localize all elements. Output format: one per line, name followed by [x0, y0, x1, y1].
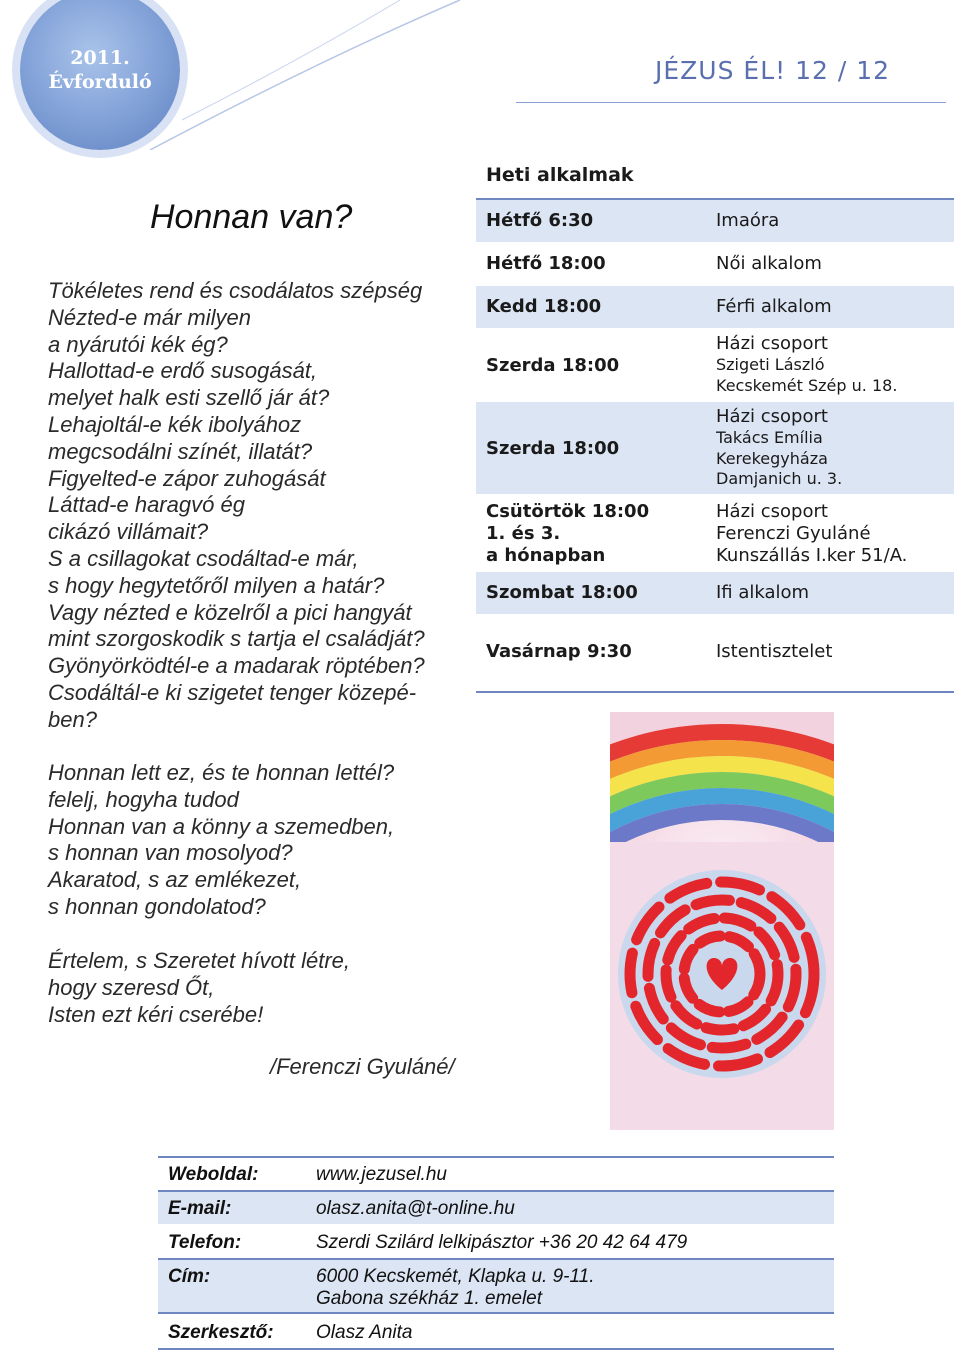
- contact-row: [158, 1190, 834, 1224]
- badge-label: Évforduló: [48, 71, 152, 93]
- schedule-row: [476, 329, 954, 402]
- contact-value: Olasz Anita: [316, 1322, 413, 1343]
- poem-line: Honnan lett ez, és te honnan lettél?: [48, 760, 395, 785]
- schedule-row: [476, 198, 954, 243]
- contact-row: [158, 1258, 834, 1312]
- address-line: Gabona székház 1. emelet: [316, 1288, 543, 1309]
- schedule-day: Szerda 18:00: [486, 438, 620, 459]
- schedule-info-line: Ferenczi Gyuláné: [716, 523, 871, 544]
- schedule-info: [716, 333, 897, 396]
- schedule-heading: Heti alkalmak: [486, 164, 634, 186]
- header-rule: [516, 102, 946, 103]
- poem-line: felelj, hogyha tudod: [48, 786, 239, 812]
- rainbow-heart-image: [610, 712, 834, 1130]
- poem-line: Hallottad-e erdő susogását,: [48, 358, 318, 384]
- poem-stanza-1: [48, 278, 425, 734]
- poem-line: hogy szeresd Őt,: [48, 974, 215, 1000]
- schedule-info-line: Kunszállás I.ker 51/A.: [716, 545, 908, 566]
- schedule-row: [476, 286, 954, 329]
- contact-row: [158, 1224, 834, 1258]
- schedule-day-line: Csütörtök 18:00: [486, 501, 650, 522]
- schedule-row: [476, 495, 954, 572]
- poem-line: a nyárutói kék ég?: [48, 331, 228, 357]
- contact-label: Szerkesztő:: [168, 1322, 274, 1343]
- schedule-day: [486, 501, 649, 567]
- poem-line: Honnan van a könny a szemedben,: [48, 813, 395, 839]
- schedule-row: [476, 243, 954, 286]
- contact-row: [158, 1156, 834, 1190]
- schedule-info: Imaóra: [716, 210, 780, 231]
- schedule-info-line: Szigeti László: [716, 355, 825, 374]
- schedule-info-line: Takács Emília: [716, 428, 823, 447]
- contact-label: Cím:: [168, 1266, 211, 1287]
- poem-line: Lehajoltál-e kék ibolyához: [48, 411, 302, 437]
- schedule-row: [476, 615, 954, 693]
- poem-line: S a csillagokat csodáltad-e már,: [48, 545, 359, 571]
- email-link[interactable]: olasz.anita@t-online.hu: [316, 1198, 515, 1219]
- address-line: 6000 Kecskemét, Klapka u. 9-11.: [316, 1266, 595, 1287]
- schedule-info: [716, 406, 842, 490]
- schedule-info-line: Damjanich u. 3.: [716, 469, 843, 488]
- schedule-day: Vasárnap 9:30: [486, 641, 632, 662]
- poem-line: Láttad-e haragvó ég: [48, 492, 245, 518]
- schedule-info: Férfi alkalom: [716, 296, 832, 317]
- poem-author: /Ferenczi Gyuláné/: [270, 1054, 455, 1079]
- schedule-info: Ifi alkalom: [716, 582, 810, 603]
- website-link[interactable]: www.jezusel.hu: [316, 1164, 447, 1185]
- schedule-info-line: Kecskemét Szép u. 18.: [716, 375, 898, 395]
- header-title: JÉZUS ÉL! 12 / 12: [655, 56, 891, 85]
- poem-line: s hogy hegytetőről milyen a határ?: [48, 572, 385, 598]
- badge-year: 2011.: [70, 47, 130, 69]
- schedule-day-line: a hónapban: [486, 545, 606, 566]
- schedule-day: Kedd 18:00: [486, 296, 602, 317]
- poem-line: Értelem, s Szeretet hívott létre,: [48, 948, 351, 973]
- contact-value: [316, 1266, 594, 1310]
- schedule-info-line: Kerekegyháza: [716, 448, 828, 468]
- contact-label: Telefon:: [168, 1232, 242, 1253]
- poem-title: Honnan van?: [150, 198, 353, 236]
- schedule-day: Szerda 18:00: [486, 355, 620, 376]
- schedule-info: Női alkalom: [716, 253, 822, 274]
- schedule-info: Istentisztelet: [716, 641, 833, 662]
- poem-line: melyet halk esti szellő jár át?: [48, 385, 330, 411]
- header-decoration: [0, 0, 470, 150]
- schedule-info-line: Házi csoport: [716, 501, 828, 522]
- poem-line: s honnan gondolatod?: [48, 893, 266, 919]
- poem-line: cikázó villámait?: [48, 519, 209, 545]
- schedule-info-line: Házi csoport: [716, 406, 828, 427]
- poem-line: Tökéletes rend és csodálatos szépség: [48, 278, 423, 303]
- poem-line: Gyönyörködtél-e a madarak röptében?: [48, 653, 425, 679]
- contact-table: [158, 1156, 834, 1350]
- poem-line: megcsodálni színét, illatát?: [48, 438, 313, 464]
- poem-line: Csodáltál-e ki szigetet tenger közepé-: [48, 679, 417, 705]
- schedule-table: [476, 198, 954, 693]
- contact-label: Weboldal:: [168, 1164, 259, 1185]
- poem-line: mint szorgoskodik s tartja el családját?: [48, 626, 425, 652]
- schedule-day-line: 1. és 3.: [486, 523, 561, 544]
- poem-stanza-2: [48, 760, 394, 921]
- poem-line: Vagy nézted e közelről a pici hangyát: [48, 599, 412, 625]
- schedule-row: [476, 402, 954, 495]
- rainbow-heart-swirl-image: [610, 712, 834, 1130]
- poem-line: ben?: [48, 706, 97, 732]
- schedule-info: [716, 501, 907, 567]
- poem-line: Figyelted-e zápor zuhogását: [48, 465, 326, 491]
- schedule-row: [476, 572, 954, 615]
- contact-row: [158, 1312, 834, 1350]
- poem-line: Akaratod, s az emlékezet,: [48, 867, 302, 893]
- poem-stanza-3: [48, 948, 350, 1028]
- schedule-day: Szombat 18:00: [486, 582, 638, 603]
- poem-line: s honnan van mosolyod?: [48, 840, 293, 866]
- schedule-day: Hétfő 6:30: [486, 210, 594, 231]
- poem-line: Isten ezt kéri cserébe!: [48, 1001, 264, 1027]
- anniversary-badge-text: [20, 46, 180, 94]
- schedule-info-line: Házi csoport: [716, 333, 828, 354]
- contact-value: Szerdi Szilárd lelkipásztor +36 20 42 64 479: [316, 1232, 688, 1253]
- contact-label: E-mail:: [168, 1198, 232, 1219]
- schedule-day: Hétfő 18:00: [486, 253, 606, 274]
- poem-line: Nézted-e már milyen: [48, 304, 251, 330]
